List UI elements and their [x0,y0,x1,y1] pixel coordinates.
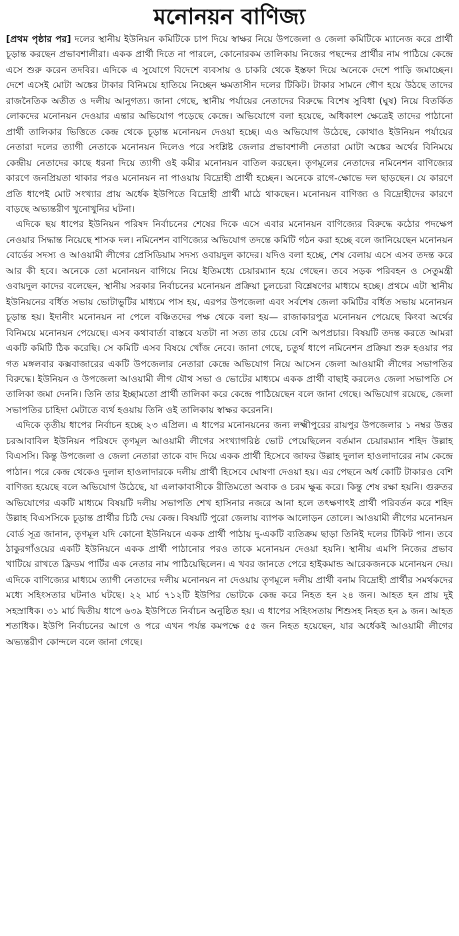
paragraph-1-text: দলের স্থানীয় ইউনিয়ন কমিটিকে চাপ দিয়ে স্বাক্ষর নিয়ে উপজেলা ও জেলা কমিটিকে ম্যানেজ করে প্রার্থী চূড়ান্ত করছেন প্রভাবশালীরা। একক প্রার্থী দিতে না পারলে, কোনোরকম তালিকায় নিজের পছন্দের প্রার্থীর নাম পাঠিয়ে কেন্দ্রে এসে শুরু করেন তদবির। এদিকে এ সুযোগে বিদেশে ব্যবসায় ও চাকরি থেকে ইস্তফা দিয়ে অনেকে দেশে পাড়ি জমাচ্ছেন। দেশে এসেই মোটা অঙ্কের টাকার বিনিময়ে হাতিয়ে নিচ্ছেন ক্ষমতাসীন দলের টিকিট। টাকার সামনে গৌণ হয়ে উঠছে তাদের রাজনৈতিক অতীত ও দলীয় আনুগত্য। জানা গেছে, স্থানীয় পর্যায়ের নেতাদের বিরুদ্ধে বিশেষ সুবিধা (ঘুষ) নিয়ে বিতর্কিত লোকদের মনোনয়ন দেওয়ার এন্তার অভিযোগ পড়েছে কেন্দ্রে। অভিযোগে বলা হয়েছে, অধিকাংশ ক্ষেত্রেই তাদের পাঠানো প্রার্থী তালিকার ভিত্তিতে কেন্দ্র থেকে চূড়ান্ত মনোনয়ন দেওয়া হচ্ছে। এও অভিযোগ উঠেছে, কোথাও ইউনিয়ন পর্যায়ের নেতারা দলের ত্যাগী নেতাকে মনোনয়ন দিলেও পরে সংশ্লিষ্ট জেলার প্রভাবশালী নেতারা মোটা অঙ্কের অর্থের বিনিময়ে কেন্দ্রীয় নেতাদের কাছে ধরনা দিয়ে ত্যাগী ওই কমীর মনোনয়ন বাতিল করছেন। তৃণমূলের নেতাদের নমিনেশন বাণিজ্যের কারণে জনপ্রিয়তা থাকার পরও মনোনয়ন না পাওয়ায় বিদ্রোহী প্রার্থী হচ্ছেন। অনেকে রাগে-ক্ষোভে দল ছাড়ছেন। যে কারণে প্রতি ধাপেই মোট সংখ্যার প্রায় অর্ধেক ইউপিতে বিদ্রোহী প্রার্থী মাঠে থাকছেন। মনোনয়ন বাণিজ্য ও বিদ্রোহীদের কারণে বাড়ছে অভ্যন্তরীণ খুনোখুনির ঘটনা। [6,34,453,215]
article-paragraph-1 [6,32,453,217]
article-paragraph-2: এদিকে ছয় ধাপের ইউনিয়ন পরিষদ নির্বাচনের শেষের দিকে এসে এবার মনোনয়ন বাণিজ্যের বিরুদ্ধে কঠোর পদক্ষেপ নেওয়ার সিদ্ধান্ত নিয়েছে শাসক দল। নমিনেশন বাণিজ্যের অভিযোগ তদন্তে কমিটি গঠন করা হচ্ছে বলে জানিয়েছেন মনোনয়ন বোর্ডের সদস্য ও আওয়ামী লীগের প্রেসিডিয়াম সদস্য ওবায়দুল কাদের। যদিও বলা হচ্ছে, শেষ বেলায় এসে এসব তদন্ত করে আর কী হবে। অনেকে তো মনোনয়ন বাগিয়ে নিয়ে ইতিমধ্যে চেয়ারম্যান হয়ে গেছেন। তবে সড়ক পরিবহন ও সেতুমন্ত্রী ওবায়দুল কাদের বলেছেন, স্থানীয় সরকার নির্বাচনের মনোনয়ন প্রক্রিয়া চুলচেরা বিশ্লেষণের মাধ্যমে হচ্ছে। প্রথমে এটা স্থানীয় ইউনিয়নের বর্ধিত সভায় ভোটাভুটির মাধ্যমে পাস হয়, এরপর উপজেলা এবং সর্বশেষ জেলা কমিটির বর্ধিত সভায় মনোনয়ন চূড়ান্ত হয়। ইদানীং মনোনয়ন না পেলে বঞ্চিতদের পক্ষ থেকে বলা হয়— রাজাকারপুত্র মনোনয়ন পেয়েছে কিংবা অর্থের বিনিময়ে মনোনয়ন পেয়েছে। এসব কথাবার্তা বাস্তবে যতটা না সত্য তার চেয়ে বেশি অপপ্রচার। বিষয়টি তদন্ত করতে আমরা একটি কমিটি ঠিক করেছি। সে কমিটি এসব বিষয়ে খোঁজ নেবে। জানা গেছে, চতুর্থ ধাপে নমিনেশন প্রক্রিয়া শুরু হওয়ার পর গত মঙ্গলবার কক্সবাজারের একটি উপজেলার নেতারা কেন্দ্রে অভিযোগ নিয়ে আসেন জেলা আওয়ামী লীগের সভাপতির বিরুদ্ধে। ইউনিয়ন ও উপজেলা আওয়ামী লীগ যৌথ সভা ও ভোটের মাধ্যমে একক প্রার্থী বাছাই করলেও জেলা সভাপতি সে তালিকা জমা দেননি। তিনি তার ইচ্ছামতো প্রার্থী তালিকা করে কেন্দ্রে পাঠিয়েছেন বলে জানা গেছে। অভিযোগ রয়েছে, জেলা সভাপতির চাহিদা মেটাতে ব্যর্থ হওয়ায় তিনি ওই তালিকায় স্বাক্ষর করেননি। [6,219,453,416]
article-headline: মনোনয়ন বাণিজ্য [153,4,306,30]
continued-from-label: [প্রথম পৃষ্ঠার পর] [6,34,72,45]
article-paragraph-3: এদিকে তৃতীয় ধাপের নির্বাচন হচ্ছে ২৩ এপ্রিল। এ ধাপের মনোনয়নের জন্য লক্ষ্মীপুরের রায়পুর উপজেলার ১ নম্বর উত্তর চরআবাবিল ইউনিয়ন পরিষদে তৃণমূল আওয়ামী লীগের সংখ্যাগরিষ্ঠ ভোট পেয়েছিলেন বর্তমান চেয়ারম্যান শহিদ উল্লাহ বিএসসি। কিন্তু উপজেলা ও জেলা নেতারা তাকে বাদ দিয়ে একক প্রার্থী হিসেবে জাফর উল্লাহ দুলাল হাওলাদারের নাম কেন্দ্রে পাঠান। পরে কেন্দ্র থেকেও দুলাল হাওলাদারকে দলীয় প্রার্থী হিসেবে ঘোষণা দেওয়া হয়। এর পেছনে অর্ধ কোটি টাকারও বেশি বাণিজ্য হয়েছে বলে অভিযোগ উঠেছে, যা এলাকাবাসীকে রীতিমতো অবাক ও চরম ক্ষুব্ধ করে। কিন্তু শেষ রক্ষা হয়নি। গুরুতর অভিযোগের একটি মাধ্যমে বিষয়টি দলীয় সভাপতি শেখ হাসিনার নজরে আনা হলে তৎক্ষণাৎই প্রার্থী পরিবর্তন করে শহিদ উল্লাহ বিএসসিকে চূড়ান্ত প্রার্থীর চিঠি দেয় কেন্দ্র। বিষয়টি পুরো জেলায় ব্যাপক আলোড়ন তোলে। আওয়ামী লীগের মনোনয়ন বোর্ড সূত্র জানান, তৃণমূল যদি কোনো ইউনিয়নে একক প্রার্থী পাঠায় দু-একটি ব্যতিক্রম ছাড়া তিনিই দলের টিকিট পান। তবে ঠাকুরগাঁওয়ের একটি ইউনিয়নে একক প্রার্থী পাঠানোর পরও তাকে মনোনয়ন দেওয়া হয়নি। স্থানীয় এমপি নিজের প্রভাব খাটিয়ে রাখতে ফ্রিডম পার্টির এক নেতার নাম পাঠিয়েছিলেন। এ খবর জানতে পেরে হাইকমান্ড আরেকজনকে মনোনয়ন দেয়। এদিকে বাণিজ্যের মাধ্যমে ত্যাগী নেতাদের দলীয় মনোনয়ন না দেওয়ায় তৃণমূলে দলীয় প্রার্থী বনাম বিদ্রোহী প্রার্থীর সমর্থকদের মধ্যে সহিংসতার ঘটনাও ঘটছে। ২২ মার্চ ৭১২টি ইউপির ভোটকে কেন্দ্র করে নিহত হন ২৪ জন। আহত হন প্রায় দুই সহস্রাধিক। ৩১ মার্চ দ্বিতীয় ধাপে ৬৩৯ ইউপিতে নির্বাচন অনুষ্ঠিত হয়। এ ধাপের সহিংসতায় শিশুসহ নিহত হন ৯ জন। আহত শতাধিক। ইউপি নির্বাচনের আগে ও পরে এখন পর্যন্ত কমপক্ষে ৫৫ জন নিহত হয়েছেন, যার অর্ধেকই আওয়ামী লীগের অভ্যন্তরীণ কোন্দলে বলে জানা গেছে। [6,420,453,648]
